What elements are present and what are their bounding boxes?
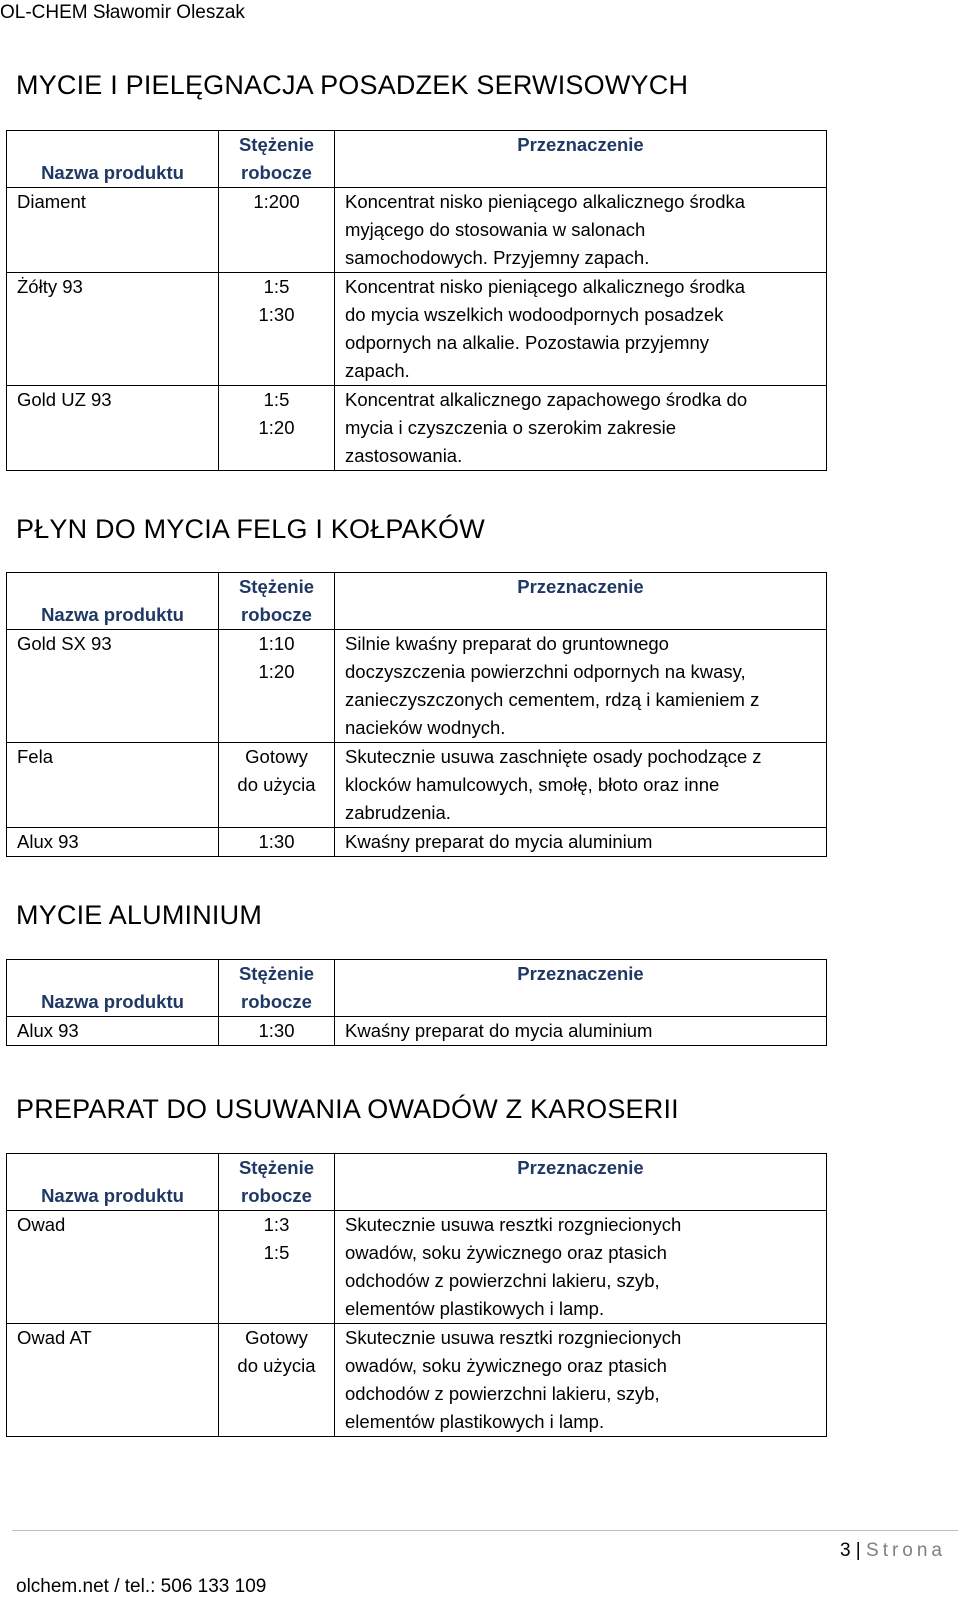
concentration-value: Gotowy — [245, 746, 308, 767]
concentration-value: 1:3 — [263, 1214, 290, 1235]
concentration-value: 1:20 — [258, 661, 295, 682]
table-row — [7, 386, 827, 471]
product-name: Żółty 93 — [7, 273, 219, 386]
concentration-cell — [219, 273, 335, 386]
column-header-purpose: Przeznaczenie — [335, 960, 827, 1017]
column-header-concentration — [219, 131, 335, 188]
purpose-text-line: zabrudzenia. — [345, 802, 451, 823]
product-table — [6, 572, 827, 857]
column-header-name: Nazwa produktu — [7, 573, 219, 630]
table-row — [7, 630, 827, 743]
purpose-text-line: Koncentrat alkalicznego zapachowego środka do — [345, 389, 748, 410]
purpose-text-line: owadów, soku żywicznego oraz ptasich — [345, 1242, 667, 1263]
table-row — [7, 273, 827, 386]
product-table — [6, 1153, 827, 1437]
concentration-value: 1:10 — [258, 633, 295, 654]
table-header-row — [7, 131, 827, 188]
section-title: PREPARAT DO USUWANIA OWADÓW Z KAROSERII — [16, 1094, 679, 1124]
concentration-value: 1:200 — [253, 191, 300, 212]
product-name: Owad — [7, 1211, 219, 1324]
purpose-cell — [335, 188, 827, 273]
concentration-cell — [219, 386, 335, 471]
concentration-value: do użycia — [237, 1355, 316, 1376]
section-title: MYCIE I PIELĘGNACJA POSADZEK SERWISOWYCH — [16, 70, 689, 100]
column-header-concentration — [219, 573, 335, 630]
table-row — [7, 1017, 827, 1046]
table-row — [7, 1211, 827, 1324]
column-header-name: Nazwa produktu — [7, 960, 219, 1017]
purpose-text-line: myjącego do stosowania w salonach — [345, 219, 646, 240]
concentration-value: 1:30 — [258, 1020, 295, 1041]
product-name: Alux 93 — [7, 828, 219, 857]
table-header-row — [7, 573, 827, 630]
concentration-value: 1:5 — [263, 276, 290, 297]
product-table — [6, 959, 827, 1046]
purpose-cell — [335, 743, 827, 828]
concentration-cell — [219, 188, 335, 273]
table-header-row — [7, 960, 827, 1017]
product-name: Gold UZ 93 — [7, 386, 219, 471]
purpose-text-line: mycia i czyszczenia o szerokim zakresie — [345, 417, 677, 438]
concentration-header-line: Stężenie — [238, 134, 315, 155]
page-separator: | — [855, 1540, 861, 1561]
purpose-cell — [335, 630, 827, 743]
purpose-cell — [335, 1211, 827, 1324]
concentration-cell — [219, 1324, 335, 1437]
concentration-header-line: Stężenie — [238, 963, 315, 984]
product-name: Fela — [7, 743, 219, 828]
table-row — [7, 828, 827, 857]
purpose-text-line: samochodowych. Przyjemny zapach. — [345, 247, 650, 268]
concentration-value: 1:5 — [263, 1242, 290, 1263]
company-header: OL-CHEM Sławomir Oleszak — [0, 2, 245, 23]
purpose-text-line: klocków hamulcowych, smołę, błoto oraz inne — [345, 774, 720, 795]
concentration-cell — [219, 630, 335, 743]
column-header-concentration — [219, 1154, 335, 1211]
product-name: Diament — [7, 188, 219, 273]
concentration-cell — [219, 1017, 335, 1046]
purpose-text-line: Skutecznie usuwa resztki rozgniecionych — [345, 1327, 682, 1348]
product-name: Alux 93 — [7, 1017, 219, 1046]
purpose-cell — [335, 273, 827, 386]
purpose-text-line: do mycia wszelkich wodoodpornych posadzek — [345, 304, 724, 325]
purpose-text-line: odchodów z powierzchni lakieru, szyb, — [345, 1270, 660, 1291]
concentration-header-line: Stężenie — [238, 1157, 315, 1178]
section-title: MYCIE ALUMINIUM — [16, 900, 263, 930]
page-number-block — [840, 1540, 946, 1562]
purpose-text-line: zapach. — [345, 360, 410, 381]
page-number: 3 — [839, 1540, 851, 1561]
page-word: Strona — [866, 1540, 946, 1561]
concentration-header-line: Stężenie — [238, 576, 315, 597]
footer-contact: olchem.net / tel.: 506 133 109 — [16, 1576, 267, 1597]
column-header-purpose: Przeznaczenie — [335, 131, 827, 188]
concentration-cell — [219, 1211, 335, 1324]
table-row — [7, 1324, 827, 1437]
concentration-value: 1:30 — [258, 831, 295, 852]
purpose-cell — [335, 828, 827, 857]
concentration-header-line: robocze — [241, 991, 312, 1012]
purpose-text-line: zanieczyszczonych cementem, rdzą i kamieniem z — [345, 689, 760, 710]
purpose-text-line: nacieków wodnych. — [345, 717, 506, 738]
concentration-cell — [219, 743, 335, 828]
concentration-header-line: robocze — [241, 604, 312, 625]
table-row — [7, 188, 827, 273]
column-header-name: Nazwa produktu — [7, 1154, 219, 1211]
purpose-text-line: Kwaśny preparat do mycia aluminium — [345, 831, 653, 852]
column-header-purpose: Przeznaczenie — [335, 1154, 827, 1211]
column-header-purpose: Przeznaczenie — [335, 573, 827, 630]
purpose-text-line: Koncentrat nisko pieniącego alkalicznego środka — [345, 276, 746, 297]
section-title: PŁYN DO MYCIA FELG I KOŁPAKÓW — [16, 514, 485, 544]
product-name: Gold SX 93 — [7, 630, 219, 743]
purpose-text-line: zastosowania. — [345, 445, 463, 466]
purpose-text-line: owadów, soku żywicznego oraz ptasich — [345, 1355, 667, 1376]
footer-divider — [12, 1530, 958, 1531]
purpose-cell — [335, 1017, 827, 1046]
concentration-header-line: robocze — [241, 1185, 312, 1206]
product-name: Owad AT — [7, 1324, 219, 1437]
purpose-cell — [335, 1324, 827, 1437]
purpose-text-line: Kwaśny preparat do mycia aluminium — [345, 1020, 653, 1041]
column-header-name: Nazwa produktu — [7, 131, 219, 188]
purpose-text-line: Skutecznie usuwa resztki rozgniecionych — [345, 1214, 682, 1235]
table-header-row — [7, 1154, 827, 1211]
column-header-concentration — [219, 960, 335, 1017]
purpose-text-line: elementów plastikowych i lamp. — [345, 1411, 605, 1432]
purpose-text-line: odchodów z powierzchni lakieru, szyb, — [345, 1383, 660, 1404]
concentration-value: 1:30 — [258, 304, 295, 325]
purpose-text-line: Skutecznie usuwa zaschnięte osady pochodzące z — [345, 746, 762, 767]
purpose-cell — [335, 386, 827, 471]
concentration-cell — [219, 828, 335, 857]
purpose-text-line: elementów plastikowych i lamp. — [345, 1298, 605, 1319]
concentration-value: 1:5 — [263, 389, 290, 410]
purpose-text-line: Koncentrat nisko pieniącego alkalicznego środka — [345, 191, 746, 212]
purpose-text-line: odpornych na alkalie. Pozostawia przyjemny — [345, 332, 710, 353]
purpose-text-line: Silnie kwaśny preparat do gruntownego — [345, 633, 669, 654]
concentration-value: Gotowy — [245, 1327, 308, 1348]
concentration-value: do użycia — [237, 774, 316, 795]
product-table — [6, 130, 827, 471]
concentration-header-line: robocze — [241, 162, 312, 183]
table-row — [7, 743, 827, 828]
concentration-value: 1:20 — [258, 417, 295, 438]
purpose-text-line: doczyszczenia powierzchni odpornych na kwasy, — [345, 661, 746, 682]
